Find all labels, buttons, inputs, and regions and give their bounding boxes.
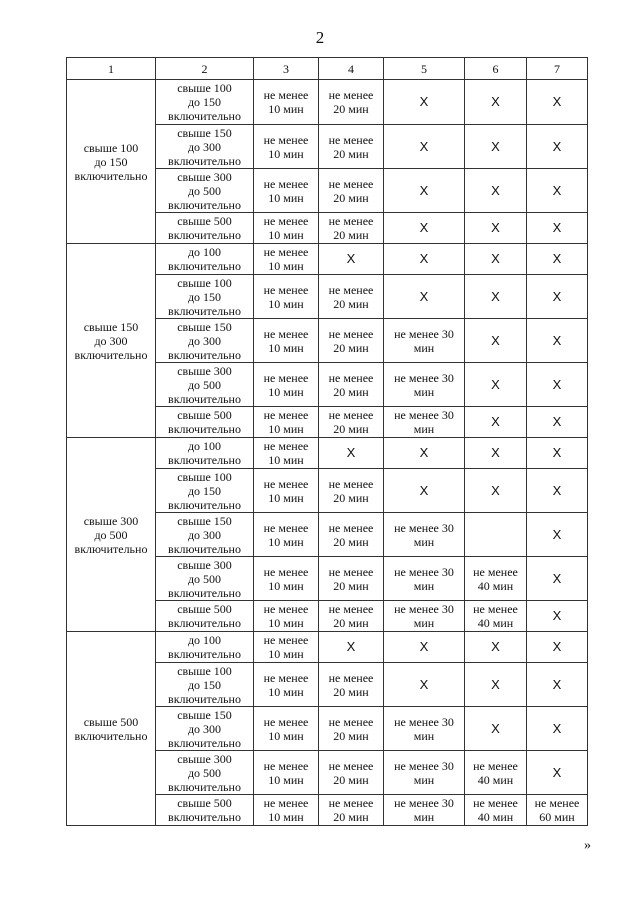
value-cell: X (384, 632, 465, 663)
value-cell: X (527, 80, 588, 125)
value-cell: не менее 40 мин (465, 795, 527, 826)
value-cell: X (384, 438, 465, 469)
range-cell: свыше 150 до 300 включительно (156, 319, 254, 363)
column-header: 1 (67, 58, 156, 80)
value-cell: не менее 30 мин (384, 319, 465, 363)
value-cell: не менее 10 мин (254, 663, 319, 707)
value-cell: не менее 10 мин (254, 125, 319, 169)
value-cell: X (527, 663, 588, 707)
range-cell: до 100 включительно (156, 244, 254, 275)
value-cell: не менее 20 мин (319, 275, 384, 319)
value-cell: X (319, 438, 384, 469)
range-cell: свыше 150 до 300 включительно (156, 125, 254, 169)
value-cell: X (527, 407, 588, 438)
value-cell: не менее 30 мин (384, 601, 465, 632)
range-cell: свыше 100 до 150 включительно (156, 663, 254, 707)
value-cell: не менее 20 мин (319, 601, 384, 632)
value-cell: X (465, 213, 527, 244)
value-cell (465, 513, 527, 557)
value-cell: X (527, 363, 588, 407)
value-cell: не менее 30 мин (384, 557, 465, 601)
value-cell: X (465, 125, 527, 169)
value-cell: не менее 10 мин (254, 632, 319, 663)
range-cell: свыше 100 до 150 включительно (156, 80, 254, 125)
range-cell: свыше 100 до 150 включительно (156, 469, 254, 513)
value-cell: не менее 10 мин (254, 407, 319, 438)
value-cell: X (384, 80, 465, 125)
value-cell: X (465, 275, 527, 319)
value-cell: X (465, 663, 527, 707)
value-cell: не менее 10 мин (254, 513, 319, 557)
value-cell: X (465, 80, 527, 125)
value-cell: X (527, 707, 588, 751)
value-cell: не менее 20 мин (319, 319, 384, 363)
value-cell: не менее 20 мин (319, 513, 384, 557)
column-header: 4 (319, 58, 384, 80)
table-body (67, 80, 588, 826)
page-number: 2 (315, 28, 325, 47)
value-cell: X (527, 601, 588, 632)
value-cell: X (527, 557, 588, 601)
range-cell: свыше 500 включительно (156, 407, 254, 438)
value-cell: X (465, 319, 527, 363)
range-cell: свыше 500 включительно (156, 601, 254, 632)
value-cell: не менее 10 мин (254, 601, 319, 632)
table-row (67, 438, 588, 469)
value-cell: не менее 20 мин (319, 751, 384, 795)
value-cell: не менее 10 мин (254, 275, 319, 319)
range-cell: свыше 150 до 300 включительно (156, 513, 254, 557)
group-label-cell: свыше 300 до 500 включительно (67, 438, 156, 632)
value-cell: не менее 10 мин (254, 795, 319, 826)
value-cell: не менее 20 мин (319, 663, 384, 707)
value-cell: X (384, 244, 465, 275)
value-cell: не менее 20 мин (319, 169, 384, 213)
value-cell: X (384, 663, 465, 707)
value-cell: X (465, 363, 527, 407)
closing-quote: » (584, 838, 591, 853)
range-cell: свыше 300 до 500 включительно (156, 363, 254, 407)
value-cell: не менее 20 мин (319, 80, 384, 125)
value-cell: X (319, 632, 384, 663)
group-label-cell: свыше 150 до 300 включительно (67, 244, 156, 438)
value-cell: не менее 40 мин (465, 601, 527, 632)
value-cell: не менее 10 мин (254, 169, 319, 213)
column-header: 5 (384, 58, 465, 80)
value-cell: не менее 20 мин (319, 707, 384, 751)
value-cell: не менее 10 мин (254, 213, 319, 244)
value-cell: не менее 10 мин (254, 363, 319, 407)
range-cell: свыше 300 до 500 включительно (156, 169, 254, 213)
range-cell: свыше 300 до 500 включительно (156, 751, 254, 795)
value-cell: X (384, 213, 465, 244)
value-cell: X (527, 275, 588, 319)
value-cell: не менее 60 мин (527, 795, 588, 826)
value-cell: не менее 30 мин (384, 407, 465, 438)
value-cell: X (465, 707, 527, 751)
value-cell: X (465, 438, 527, 469)
value-cell: не менее 40 мин (465, 751, 527, 795)
value-cell: X (527, 513, 588, 557)
value-cell: X (527, 469, 588, 513)
value-cell: X (384, 469, 465, 513)
value-cell: не менее 10 мин (254, 751, 319, 795)
value-cell: не менее 20 мин (319, 469, 384, 513)
column-header: 2 (156, 58, 254, 80)
value-cell: не менее 10 мин (254, 438, 319, 469)
value-cell: X (527, 244, 588, 275)
value-cell: X (319, 244, 384, 275)
value-cell: не менее 10 мин (254, 244, 319, 275)
value-cell: X (527, 438, 588, 469)
range-cell: до 100 включительно (156, 438, 254, 469)
value-cell: не менее 20 мин (319, 795, 384, 826)
table-row (67, 244, 588, 275)
value-cell: не менее 20 мин (319, 557, 384, 601)
value-cell: X (527, 319, 588, 363)
value-cell: не менее 30 мин (384, 363, 465, 407)
value-cell: X (465, 632, 527, 663)
value-cell: не менее 10 мин (254, 319, 319, 363)
value-cell: не менее 20 мин (319, 363, 384, 407)
value-cell: не менее 40 мин (465, 557, 527, 601)
value-cell: X (384, 125, 465, 169)
requirements-table (66, 57, 588, 826)
table-row (67, 80, 588, 125)
value-cell: не менее 30 мин (384, 707, 465, 751)
value-cell: X (527, 125, 588, 169)
value-cell: не менее 10 мин (254, 469, 319, 513)
range-cell: свыше 300 до 500 включительно (156, 557, 254, 601)
value-cell: X (384, 275, 465, 319)
range-cell: свыше 150 до 300 включительно (156, 707, 254, 751)
group-label-cell: свыше 100 до 150 включительно (67, 80, 156, 244)
value-cell: не менее 20 мин (319, 125, 384, 169)
value-cell: X (465, 244, 527, 275)
value-cell: X (527, 632, 588, 663)
value-cell: X (465, 469, 527, 513)
column-header: 6 (465, 58, 527, 80)
value-cell: не менее 30 мин (384, 795, 465, 826)
value-cell: не менее 10 мин (254, 80, 319, 125)
value-cell: X (527, 213, 588, 244)
value-cell: не менее 10 мин (254, 707, 319, 751)
range-cell: свыше 500 включительно (156, 795, 254, 826)
column-header: 3 (254, 58, 319, 80)
value-cell: X (384, 169, 465, 213)
value-cell: не менее 20 мин (319, 407, 384, 438)
range-cell: свыше 500 включительно (156, 213, 254, 244)
group-label-cell: свыше 500 включительно (67, 632, 156, 826)
value-cell: не менее 10 мин (254, 557, 319, 601)
value-cell: X (527, 169, 588, 213)
table-row (67, 632, 588, 663)
value-cell: не менее 20 мин (319, 213, 384, 244)
value-cell: не менее 30 мин (384, 751, 465, 795)
value-cell: X (465, 169, 527, 213)
value-cell: X (527, 751, 588, 795)
header-row (67, 58, 588, 80)
column-header: 7 (527, 58, 588, 80)
value-cell: X (465, 407, 527, 438)
range-cell: свыше 100 до 150 включительно (156, 275, 254, 319)
range-cell: до 100 включительно (156, 632, 254, 663)
value-cell: не менее 30 мин (384, 513, 465, 557)
